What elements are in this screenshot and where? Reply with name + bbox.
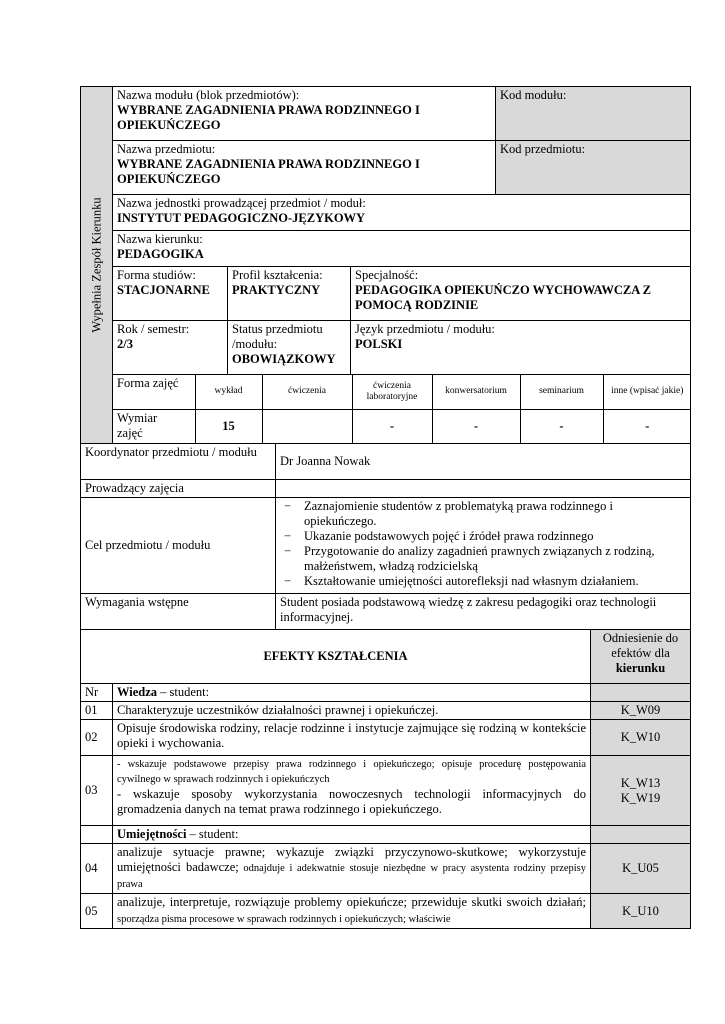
knowledge-ref-blank bbox=[591, 684, 691, 702]
outcome-text-cell bbox=[113, 756, 591, 826]
subject-name-cell bbox=[113, 141, 496, 195]
classes-cell bbox=[113, 375, 691, 444]
classes-table bbox=[113, 375, 691, 443]
status-label-1: Status przedmiotu bbox=[232, 322, 323, 336]
syllabus-page bbox=[80, 86, 690, 929]
outcome-ref: K_W13 bbox=[620, 775, 661, 790]
prerequisites-value: Student posiada podstawową wiedzę z zakresu pedagogiki oraz technologii informacyjnej. bbox=[276, 594, 691, 630]
skills-rest: – student: bbox=[186, 827, 239, 841]
class-col-other: inne (wpisać jakie) bbox=[603, 375, 691, 409]
class-col-seminar: seminarium bbox=[520, 375, 603, 409]
outcome-text-part: analizuje, interpretuje, rozwiązuje problemy opiekuńcze; przewiduje skutki swoich działań; bbox=[117, 895, 587, 909]
study-form-cell bbox=[113, 267, 228, 321]
outcome-text-part: odnajduje i adekwatnie stosuje niezbędne w pracy asystenta rodziny przepisy prawa bbox=[117, 863, 587, 890]
field-label: Nazwa kierunku: bbox=[117, 232, 203, 246]
side-column bbox=[81, 87, 113, 444]
hours-exercises bbox=[262, 409, 352, 443]
status-cell bbox=[228, 321, 351, 375]
knowledge-header bbox=[113, 684, 591, 702]
module-info-table bbox=[80, 86, 691, 444]
year-label: Rok / semestr: bbox=[117, 322, 190, 336]
status-value: OBOWIĄZKOWY bbox=[232, 352, 336, 366]
outcome-nr: 03 bbox=[81, 756, 113, 826]
outcome-text: Opisuje środowiska rodziny, relacje rodzinne i instytucje zajmujące się rodziną w kontekście opieki i wychowania. bbox=[113, 720, 591, 756]
module-code-label: Kod modułu: bbox=[500, 88, 567, 102]
outcome-nr: 01 bbox=[81, 702, 113, 720]
field-value: PEDAGOGIKA bbox=[117, 247, 204, 261]
module-code-cell bbox=[496, 87, 691, 141]
coordinator-value: Dr Joanna Nowak bbox=[276, 444, 691, 480]
hours-conversation: - bbox=[432, 409, 520, 443]
nr-label: Nr bbox=[81, 684, 113, 702]
class-col-exercises: ćwiczenia bbox=[262, 375, 352, 409]
hours-label-cell bbox=[113, 409, 195, 443]
ref-header-line-1: Odniesienie do bbox=[602, 631, 679, 645]
year-cell bbox=[113, 321, 228, 375]
profile-cell bbox=[228, 267, 351, 321]
class-col-lecture: wykład bbox=[195, 375, 262, 409]
knowledge-bold: Wiedza bbox=[117, 685, 158, 699]
status-label-2: /modułu: bbox=[232, 337, 278, 351]
unit-label: Nazwa jednostki prowadzącej przedmiot / moduł: bbox=[117, 196, 366, 210]
outcome-ref: K_W10 bbox=[591, 720, 691, 756]
specialty-label: Specjalność: bbox=[355, 268, 419, 282]
outcome-text-part: - wskazuje podstawowe przepisy prawa rodzinnego i opiekuńczego; opisuje procedurę postępowania cywilnego w sprawach rodzinnych i opiekuńczych bbox=[117, 759, 587, 785]
language-value: POLSKI bbox=[355, 337, 403, 351]
language-label: Język przedmiotu / modułu: bbox=[355, 322, 495, 336]
goal-item: − Przygotowanie do analizy zagadnień prawnych związanych z rodziną, małżeństwem, władzą rodzicielską bbox=[280, 544, 686, 574]
class-form-label: Forma zajęć bbox=[113, 375, 195, 409]
subject-code-cell bbox=[496, 141, 691, 195]
outcome-text-cell bbox=[113, 844, 591, 894]
outcome-nr: 05 bbox=[81, 894, 113, 929]
ref-header-line-3: kierunku bbox=[615, 661, 666, 675]
outcomes-title: EFEKTY KSZTAŁCENIA bbox=[81, 630, 591, 684]
field-cell bbox=[113, 231, 691, 267]
year-value: 2/3 bbox=[117, 337, 133, 351]
hours-lab: - bbox=[352, 409, 432, 443]
instructors-value bbox=[276, 480, 691, 498]
skills-bold: Umiejętności bbox=[117, 827, 187, 841]
instructors-label: Prowadzący zajęcia bbox=[81, 480, 276, 498]
ref-header-line-2: efektów dla bbox=[611, 646, 670, 660]
unit-value: INSTYTUT PEDAGOGICZNO-JĘZYKOWY bbox=[117, 211, 366, 225]
skills-header bbox=[113, 826, 591, 844]
knowledge-rest: – student: bbox=[157, 685, 210, 699]
specialty-value: PEDAGOGIKA OPIEKUŃCZO WYCHOWAWCZA Z POMOCĄ RODZINIE bbox=[355, 283, 651, 312]
outcome-nr: 02 bbox=[81, 720, 113, 756]
specialty-cell bbox=[351, 267, 691, 321]
class-col-conversation: konwersatorium bbox=[432, 375, 520, 409]
hours-label-2: zajęć bbox=[117, 425, 143, 440]
goal-item: − Zaznajomienie studentów z problematyką prawa rodzinnego i opiekuńczego. bbox=[280, 499, 686, 529]
outcome-ref: K_W19 bbox=[620, 790, 661, 805]
hours-other: - bbox=[603, 409, 691, 443]
skills-ref-blank bbox=[591, 826, 691, 844]
subject-name-value: WYBRANE ZAGADNIENIA PRAWA RODZINNEGO I OPIEKUŃCZEGO bbox=[117, 157, 420, 186]
hours-label-1: Wymiar bbox=[117, 410, 158, 425]
module-name-label: Nazwa modułu (blok przedmiotów): bbox=[117, 88, 300, 102]
outcome-text-part: analizuje sytuacje prawne; wykazuje związki przyczynowo-skutkowe; wykorzystuje umiejętności badawcze; bbox=[117, 845, 587, 874]
course-details-table bbox=[80, 443, 691, 630]
goals-cell bbox=[276, 498, 691, 594]
module-name-value: WYBRANE ZAGADNIENIA PRAWA RODZINNEGO I OPIEKUŃCZEGO bbox=[117, 103, 420, 132]
outcome-text: Charakteryzuje uczestników działalności prawnej i opiekuńczej. bbox=[113, 702, 591, 720]
profile-value: PRAKTYCZNY bbox=[232, 283, 321, 297]
outcome-text-cell bbox=[113, 894, 591, 929]
module-name-cell bbox=[113, 87, 496, 141]
outcome-ref: K_W09 bbox=[591, 702, 691, 720]
study-form-label: Forma studiów: bbox=[117, 268, 196, 282]
subject-code-label: Kod przedmiotu: bbox=[500, 142, 586, 156]
outcome-nr: 04 bbox=[81, 844, 113, 894]
outcome-ref-cell bbox=[591, 756, 691, 826]
profile-label: Profil kształcenia: bbox=[232, 268, 323, 282]
outcome-ref: K_U05 bbox=[591, 844, 691, 894]
goals-label: Cel przedmiotu / modułu bbox=[81, 498, 276, 594]
outcome-ref: K_U10 bbox=[591, 894, 691, 929]
language-cell bbox=[351, 321, 691, 375]
goals-list bbox=[280, 499, 686, 589]
side-label: Wypełnia Zespół Kierunku bbox=[89, 197, 103, 333]
coordinator-label: Koordynator przedmiotu / modułu bbox=[81, 444, 276, 480]
goal-item: − Kształtowanie umiejętności autorefleksji nad własnym działaniem. bbox=[280, 574, 686, 589]
hours-lecture: 15 bbox=[195, 409, 262, 443]
class-col-lab: ćwiczenia laboratoryjne bbox=[352, 375, 432, 409]
prerequisites-label: Wymagania wstępne bbox=[81, 594, 276, 630]
outcome-text-part: sporządza pisma procesowe w sprawach rodzinnych i opiekuńczych; właściwie bbox=[117, 914, 451, 925]
outcome-text-part: - wskazuje sposoby wykorzystania nowoczesnych technologii informacyjnych do gromadzenia danych na temat prawa rodzinnego i opiekuńczego. bbox=[117, 787, 587, 816]
skills-nr-blank bbox=[81, 826, 113, 844]
study-form-value: STACJONARNE bbox=[117, 283, 210, 297]
outcomes-table bbox=[80, 629, 691, 929]
outcomes-ref-header bbox=[591, 630, 691, 684]
hours-seminar: - bbox=[520, 409, 603, 443]
subject-name-label: Nazwa przedmiotu: bbox=[117, 142, 216, 156]
unit-cell bbox=[113, 195, 691, 231]
goal-item: − Ukazanie podstawowych pojęć i źródeł prawa rodzinnego bbox=[280, 529, 686, 544]
